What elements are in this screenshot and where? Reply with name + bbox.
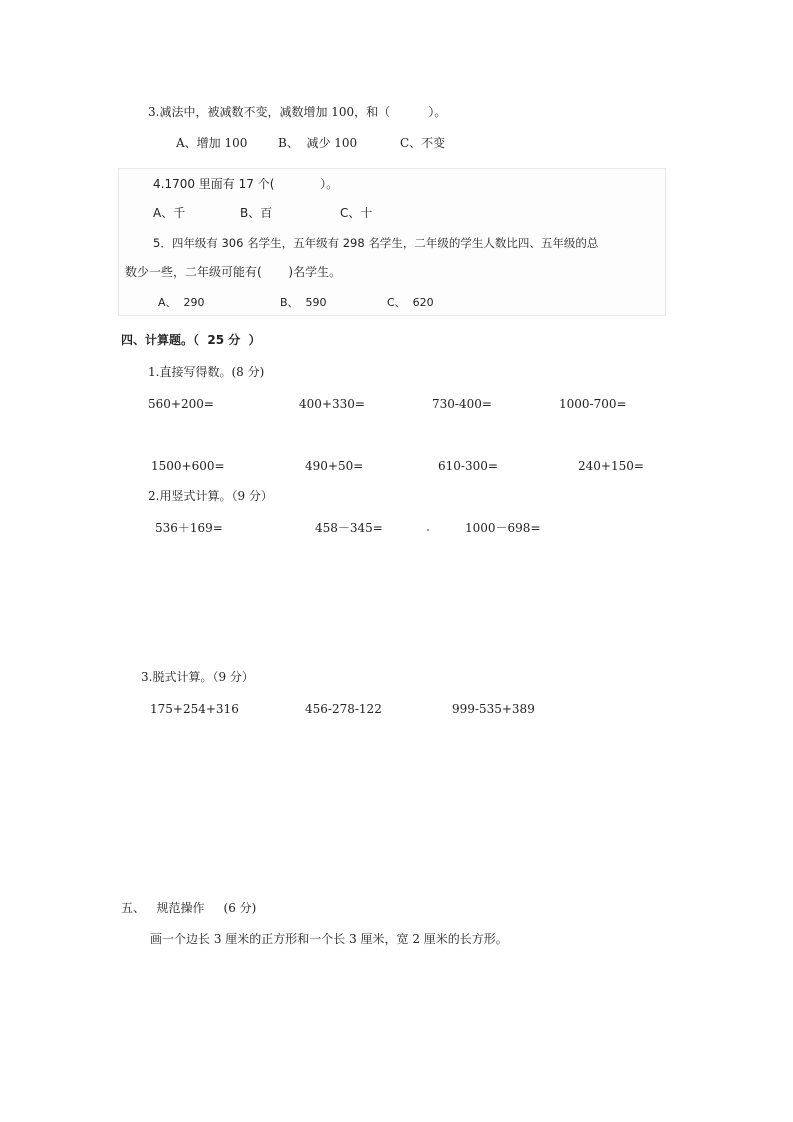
step-calc-item: 175+254+316: [150, 702, 239, 716]
q3-option-a: A、增加 100: [176, 136, 248, 150]
q4-option-a: A、千: [153, 206, 186, 220]
section5-body: 画一个边长 3 厘米的正方形和一个长 3 厘米，宽 2 厘米的长方形。: [150, 932, 508, 946]
q5-option-c: C、 620: [387, 296, 434, 309]
stray-dot: [427, 529, 429, 531]
q4-stem: 4.1700 里面有 17 个( ）。: [153, 177, 339, 191]
q3-stem: 3.减法中，被减数不变，减数增加 100，和（ ）。: [148, 105, 447, 119]
calc-item: 1500+600=: [151, 459, 225, 473]
q5-option-a: A、 290: [158, 296, 205, 309]
q3-option-c: C、不变: [400, 136, 446, 150]
calc-item: 610-300=: [438, 459, 498, 473]
q5-stem-line1: 5．四年级有 306 名学生，五年级有 298 名学生，二年级的学生人数比四、五年级的总: [153, 236, 599, 250]
vertical-calc-item: 458－345=: [315, 521, 383, 535]
q4-option-b: B、百: [240, 206, 273, 220]
step-calc-item: 456-278-122: [305, 702, 382, 716]
q5-option-b: B、 590: [280, 296, 327, 309]
calc-item: 730-400=: [432, 397, 492, 411]
q4-option-c: C、十: [340, 206, 373, 220]
section5-title: 五、 规范操作 (6 分): [121, 901, 257, 915]
section4-title: 四、计算题。（ 25 分 ）: [121, 333, 261, 347]
vertical-calc-item: 1000－698=: [465, 521, 541, 535]
step-calc-item: 999-535+389: [452, 702, 535, 716]
vertical-calc-item: 536＋169=: [155, 521, 223, 535]
calc-item: 490+50=: [305, 459, 364, 473]
q5-stem-line2: 数少一些，二年级可能有( )名学生。: [125, 265, 342, 279]
calc-item: 400+330=: [299, 397, 365, 411]
calc-item: 560+200=: [148, 397, 214, 411]
calc-item: 1000-700=: [559, 397, 627, 411]
part3-title: 3.脱式计算。（9 分）: [141, 670, 254, 684]
part1-title: 1.直接写得数。(8 分): [148, 365, 265, 379]
part2-title: 2.用竖式计算。（9 分）: [148, 489, 273, 503]
calc-item: 240+150=: [578, 459, 644, 473]
q3-option-b: B、 减少 100: [278, 136, 358, 150]
